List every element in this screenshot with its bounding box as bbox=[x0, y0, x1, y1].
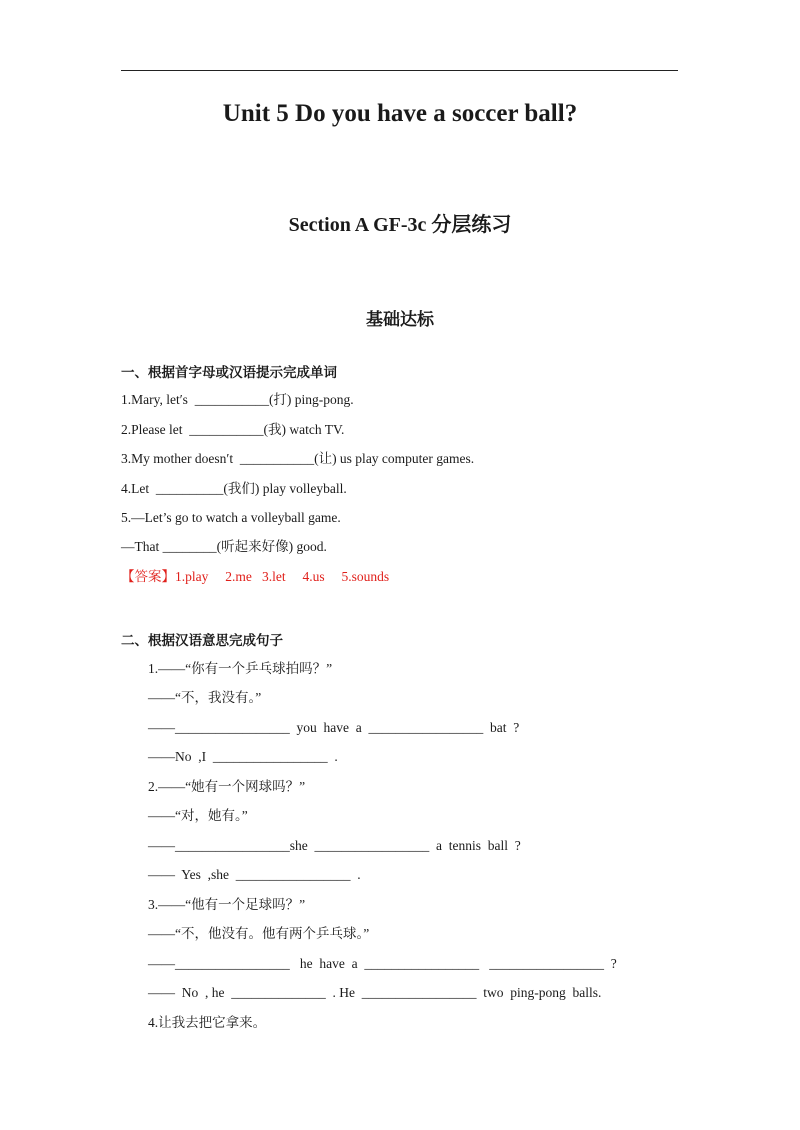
exercise-item: 3.My mother doesn′t ___________(让) us play computer games. bbox=[121, 451, 475, 466]
exercise-item: 4.Let __________(我们) play volleyball. bbox=[121, 481, 347, 496]
level-heading: 基础达标 bbox=[366, 310, 434, 330]
exercise-item: ——“不，他没有。他有两个乒乓球。” bbox=[148, 926, 370, 941]
section-title: Section A GF-3c 分层练习 bbox=[288, 214, 512, 236]
part2-heading: 二、根据汉语意思完成句子 bbox=[121, 633, 283, 649]
exercise-item: 2.——“她有一个网球吗？” bbox=[148, 779, 306, 794]
exercise-item: 5.—Let’s go to watch a volleyball game. bbox=[121, 510, 341, 525]
exercise-item: —That ________(听起来好像) good. bbox=[121, 539, 327, 554]
exercise-item: —— Yes ,she _________________ . bbox=[148, 867, 361, 882]
page-title: Unit 5 Do you have a soccer ball? bbox=[222, 100, 578, 127]
exercise-item: ——_________________ he have a _________________ _________________ ? bbox=[148, 956, 617, 971]
exercise-item: 1.——“你有一个乒乓球拍吗？” bbox=[148, 661, 333, 676]
part1-heading: 一、根据首字母或汉语提示完成单词 bbox=[121, 365, 337, 381]
exercise-item: ——“不，我没有。” bbox=[148, 690, 262, 705]
exercise-item: ——“对，她有。” bbox=[148, 808, 248, 823]
answer-key: 【答案】1.play 2.me 3.let 4.us 5.sounds bbox=[121, 569, 390, 584]
exercise-item: ——No ,I _________________ . bbox=[148, 749, 338, 764]
exercise-item: 1.Mary, let′s ___________(打) ping-pong. bbox=[121, 392, 354, 407]
exercise-item: —— No , he ______________ . He _________________ two ping-pong balls. bbox=[148, 985, 602, 1000]
header-rule bbox=[121, 70, 678, 71]
exercise-item: 4.让我去把它拿来。 bbox=[148, 1015, 267, 1030]
exercise-item: 3.——“他有一个足球吗？” bbox=[148, 897, 306, 912]
exercise-item: ——_________________ you have a _________________ bat ? bbox=[148, 720, 520, 735]
exercise-item: 2.Please let ___________(我) watch TV. bbox=[121, 422, 345, 437]
exercise-item: ——_________________she _________________ a tennis ball ? bbox=[148, 838, 521, 853]
